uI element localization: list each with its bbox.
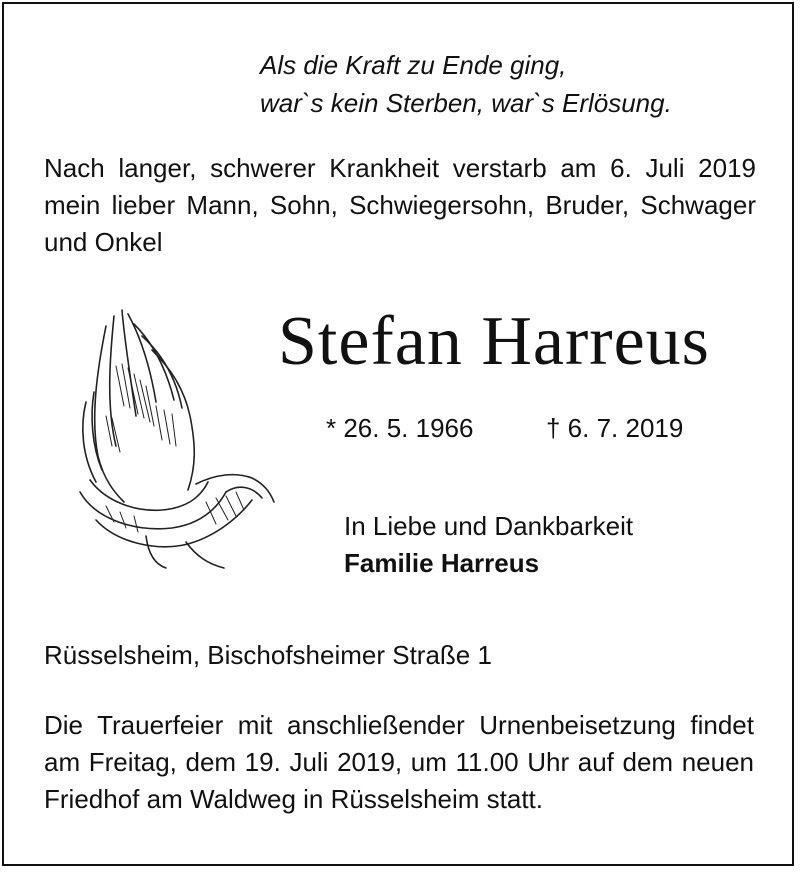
deceased-name: Stefan Harreus	[278, 303, 710, 380]
funeral-details: Die Trauerfeier mit anschließender Urnenbeisetzung findet am Freitag, dem 19. Juli 2019, um 11.00 Uhr auf dem neuen Friedhof am Waldweg in Rüsselsheim statt.	[44, 710, 754, 814]
intro-text: Nach langer, schwerer Krankheit verstarb am 6. Juli 2019 mein lieber Mann, Sohn, Schwiegersohn, Bruder, Schwager und Onkel	[44, 153, 756, 257]
gratitude-line: In Liebe und Dankbarkeit	[344, 511, 634, 541]
address: Rüsselsheim, Bischofsheimer Straße 1	[44, 640, 492, 670]
motto-line-1: Als die Kraft zu Ende ging,	[260, 50, 567, 80]
birth-date: * 26. 5. 1966	[326, 413, 474, 443]
motto	[260, 46, 672, 122]
praying-hands-icon	[76, 306, 276, 574]
family-signature: Familie Harreus	[344, 548, 540, 578]
motto-line-2: war`s kein Sterben, war`s Erlösung.	[260, 88, 672, 118]
death-date: † 6. 7. 2019	[546, 413, 684, 443]
